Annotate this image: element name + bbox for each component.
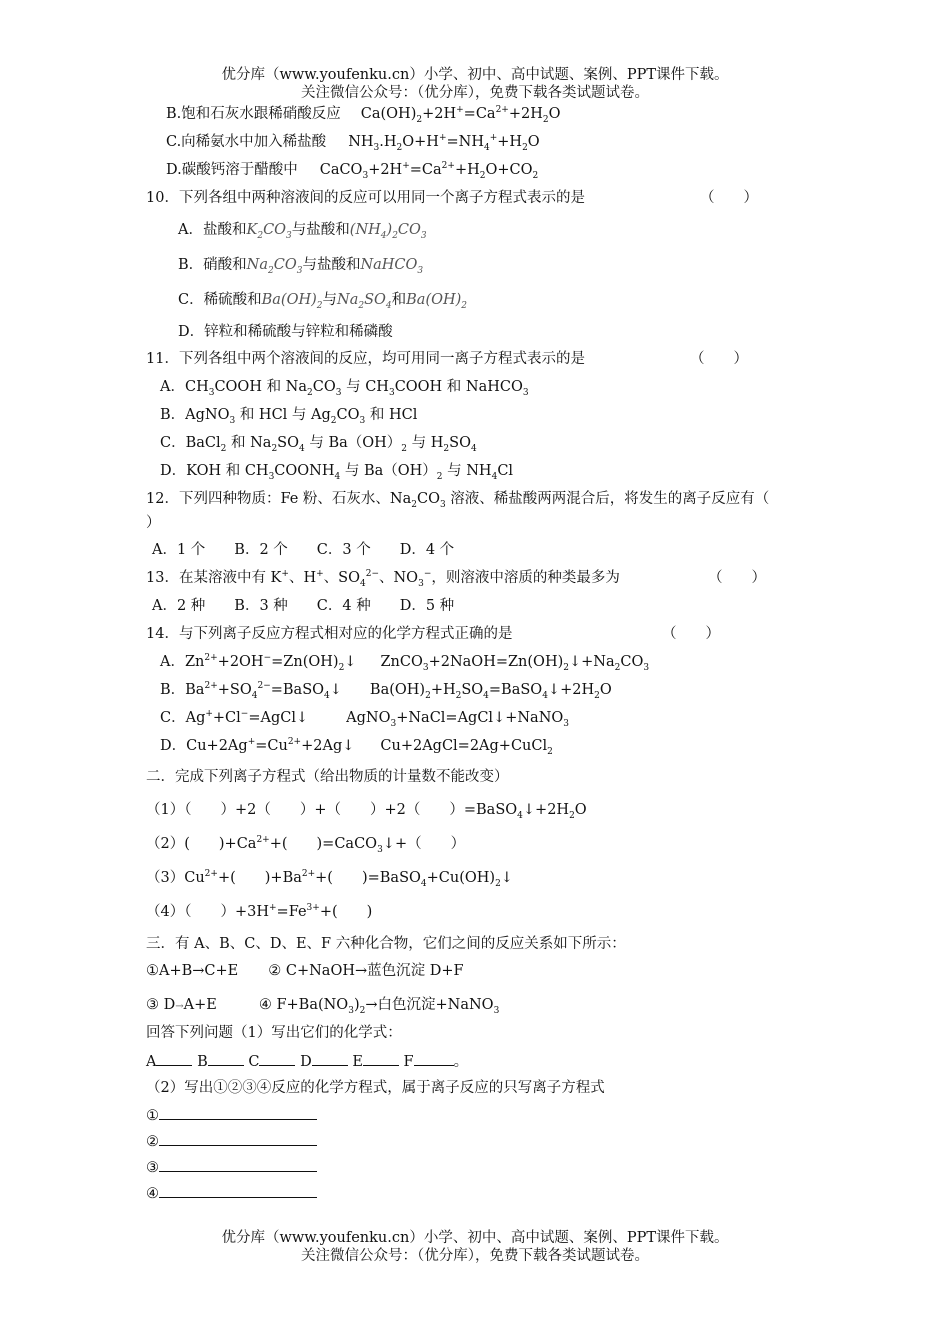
- q13-options: A．2 种 B．3 种 C．4 种 D．5 种: [152, 598, 455, 614]
- formula-label-d: D: [300, 1054, 312, 1070]
- footer-line-1: 优分库（www.youfenku.cn）小学、初中、高中试题、案例、PPT课件下载。: [221, 1230, 729, 1246]
- q13-answer-paren: （ ）: [708, 570, 766, 586]
- q14-answer-paren: （ ）: [662, 626, 720, 642]
- header-line-1: 优分库（www.youfenku.cn）小学、初中、高中试题、案例、PPT课件下载。: [221, 67, 729, 83]
- answer-blank-2[interactable]: [159, 1131, 317, 1146]
- reaction-2-text: ② C+NaOH→蓝色沉淀 D+F: [268, 963, 464, 979]
- q10-option-a: A．盐酸和$K_2CO_3$与盐酸和$(NH_4)_2CO_3$: [178, 222, 427, 241]
- formula-answers: [146, 1051, 468, 1072]
- q10-c-text-2: 与: [322, 292, 337, 308]
- q10-option-b: B．硝酸和$Na_2CO_3$与盐酸和NaHCO$_3$: [178, 257, 424, 276]
- blank-a[interactable]: [156, 1051, 192, 1066]
- blank-b[interactable]: [208, 1051, 244, 1066]
- formula-label-e: E: [352, 1054, 363, 1070]
- q10-c-text-3: 和: [391, 292, 407, 308]
- reaction-3-text-b: A+E: [183, 997, 217, 1013]
- header-line-2: 关注微信公众号：（优分库），免费下载各类试题试卷。: [301, 85, 649, 101]
- q10-a-text-1: A．盐酸和: [178, 222, 247, 238]
- formula-label-f: F: [403, 1054, 414, 1070]
- q12-stem-end: ）: [146, 515, 161, 531]
- q11-option-a: A．$CH_3COOH$ 和 $Na_2CO_3$ 与 $CH_3COOH$ 和 NaHCO$_3$: [160, 379, 529, 398]
- q10-option-d: D．锌粒和稀硫酸与锌粒和稀磷酸: [178, 324, 393, 340]
- answer-label-3: ③: [146, 1160, 159, 1176]
- q11-option-c: C．BaCl$_2$ 和 $Na_2SO_4$ 与 $Ba(OH)_2$ 与 $H_2SO_4$: [160, 435, 477, 454]
- q14-option-c: C．Ag++Cl−=AgCl↓ AgNO$_3$+NaCl=AgCl↓+NaNO$_3$: [160, 709, 570, 729]
- blank-d[interactable]: [312, 1051, 348, 1066]
- q11-option-b: B．AgNO$_3$ 和 HCl 与 $Ag_2CO_3$ 和 HCl: [160, 407, 418, 426]
- formula-label-a: A: [146, 1054, 157, 1070]
- answer-blank-4[interactable]: [159, 1183, 317, 1198]
- q14-option-d: D．$Cu+2Ag^+=Cu^{2+}+2Ag↓$ Cu+2AgCl=2Ag+CuCl$_2$: [160, 737, 553, 757]
- answer-label-2: ②: [146, 1134, 159, 1150]
- formula-end-mark: 。: [453, 1054, 469, 1070]
- section-3-ask-2: （2）写出①②③④反应的化学方程式，属于离子反应的只写离子方程式: [146, 1080, 605, 1096]
- formula-label-c: C: [248, 1054, 260, 1070]
- q10-b-text-1: B．硝酸和: [178, 257, 247, 273]
- q14-option-b: B．$Ba^{2+}+SO_4^{2-}=BaSO_4↓$ $Ba(OH)_2+H_2SO_4=BaSO_4↓+2H_2O$: [160, 681, 612, 701]
- q12-stem: 12．下列四种物质：Fe 粉、石灰水、$Na_2CO_3$ 溶液、稀盐酸两两混合后，将发生的离子反应有（: [146, 491, 770, 510]
- section-2-item-4: （4）（ ）$+3H^+=Fe^{3+}+$( ): [146, 903, 373, 920]
- q9-option-b-text: B.饱和石灰水跟稀硝酸反应: [166, 106, 341, 122]
- blank-f[interactable]: [414, 1051, 454, 1066]
- q10-c-text-1: C．稀硫酸和: [178, 292, 262, 308]
- section-2-title: 二．完成下列离子方程式（给出物质的计量数不能改变）: [146, 769, 509, 785]
- blank-c[interactable]: [259, 1051, 295, 1066]
- q12-options: A．1 个 B．2 个 C．3 个 D．4 个: [152, 542, 455, 558]
- q10-answer-paren: （ ）: [700, 190, 758, 206]
- q11-option-d: D．KOH 和 $CH_3COONH_4$ 与 $Ba(OH)_2$ 与 $NH_4Cl$: [160, 463, 514, 482]
- q9-option-b: B.饱和石灰水跟稀硝酸反应 $Ca(OH)_2+2H^+=Ca^{2+}+2H_2O$: [166, 105, 561, 125]
- answer-line-4: [146, 1183, 317, 1204]
- q14-stem: 14．与下列离子反应方程式相对应的化学方程式正确的是: [146, 626, 513, 642]
- reaction-1-text: ①A+B→C+E: [146, 963, 239, 979]
- blank-e[interactable]: [363, 1051, 399, 1066]
- q9-option-c-text: C.向稀氨水中加入稀盐酸: [166, 134, 327, 150]
- footer-line-2: 关注微信公众号：（优分库），免费下载各类试题试卷。: [301, 1248, 649, 1264]
- reaction-1: [146, 961, 464, 981]
- answer-label-4: ④: [146, 1186, 159, 1202]
- section-2-item-1: （1）（ ）+2（ ）+（ ）+2（ ）$=BaSO_4↓+2H_2O$: [146, 802, 587, 821]
- q14-option-a: A．$Zn^{2+}+2OH^-=Zn(OH)_2↓$ $ZnCO_3+2NaOH=Zn(OH)_2↓+Na_2CO_3$: [160, 653, 650, 673]
- q11-answer-paren: （ ）: [690, 351, 748, 367]
- q11-stem: 11．下列各组中两个溶液间的反应，均可用同一离子方程式表示的是: [146, 351, 585, 367]
- answer-line-3: [146, 1157, 317, 1178]
- answer-line-1: [146, 1105, 317, 1126]
- section-3-title: 三．有 A、B、C、D、E、F 六种化合物，它们之间的反应关系如下所示：: [146, 936, 626, 952]
- answer-line-2: [146, 1131, 317, 1152]
- q9-option-c: C.向稀氨水中加入稀盐酸 $NH_3.H_2O+H^+=NH_4^++H_2O$: [166, 133, 540, 153]
- q10-a-text-2: 与盐酸和: [291, 222, 350, 238]
- answer-blank-3[interactable]: [159, 1157, 317, 1172]
- q10-b-text-2: 与盐酸和: [302, 257, 361, 273]
- answer-label-1: ①: [146, 1108, 159, 1124]
- answer-blank-1[interactable]: [159, 1105, 317, 1120]
- formula-label-b: B: [197, 1054, 208, 1070]
- section-2-item-2: （2）( )$+Ca^{2+}+$( )=CaCO$_3$↓+（ ）: [146, 835, 466, 855]
- q9-option-d: D.碳酸钙溶于醋酸中 $CaCO_3+2H^+=Ca^{2+}+H_2O+CO_2$: [166, 161, 539, 181]
- q10-option-c: C．稀硫酸和$Ba(OH)_2$与$Na_2SO_4$和$Ba(OH)_2$: [178, 292, 468, 311]
- reaction-3-text-a: ③ D: [146, 997, 176, 1013]
- q13-stem: 13．在某溶液中有 K+、H+、$SO_4^{2-}$、$NO_3^-$，则溶液中溶质的种类最多为: [146, 569, 620, 589]
- q9-option-d-text: D.碳酸钙溶于醋酸中: [166, 162, 298, 178]
- section-2-item-3: $(3)Cu^{2+}+$( )$+Ba^{2+}+$( )$=BaSO_4+Cu(OH)_2↓$: [146, 869, 513, 889]
- reaction-3: ③ D→A+E ④ $F+Ba(NO_3)_2\to$白色沉淀+NaNO$_3$: [146, 997, 500, 1016]
- section-3-ask-1: 回答下列问题（1）写出它们的化学式：: [146, 1025, 402, 1041]
- q10-stem: 10．下列各组中两种溶液间的反应可以用同一个离子方程式表示的是: [146, 190, 585, 206]
